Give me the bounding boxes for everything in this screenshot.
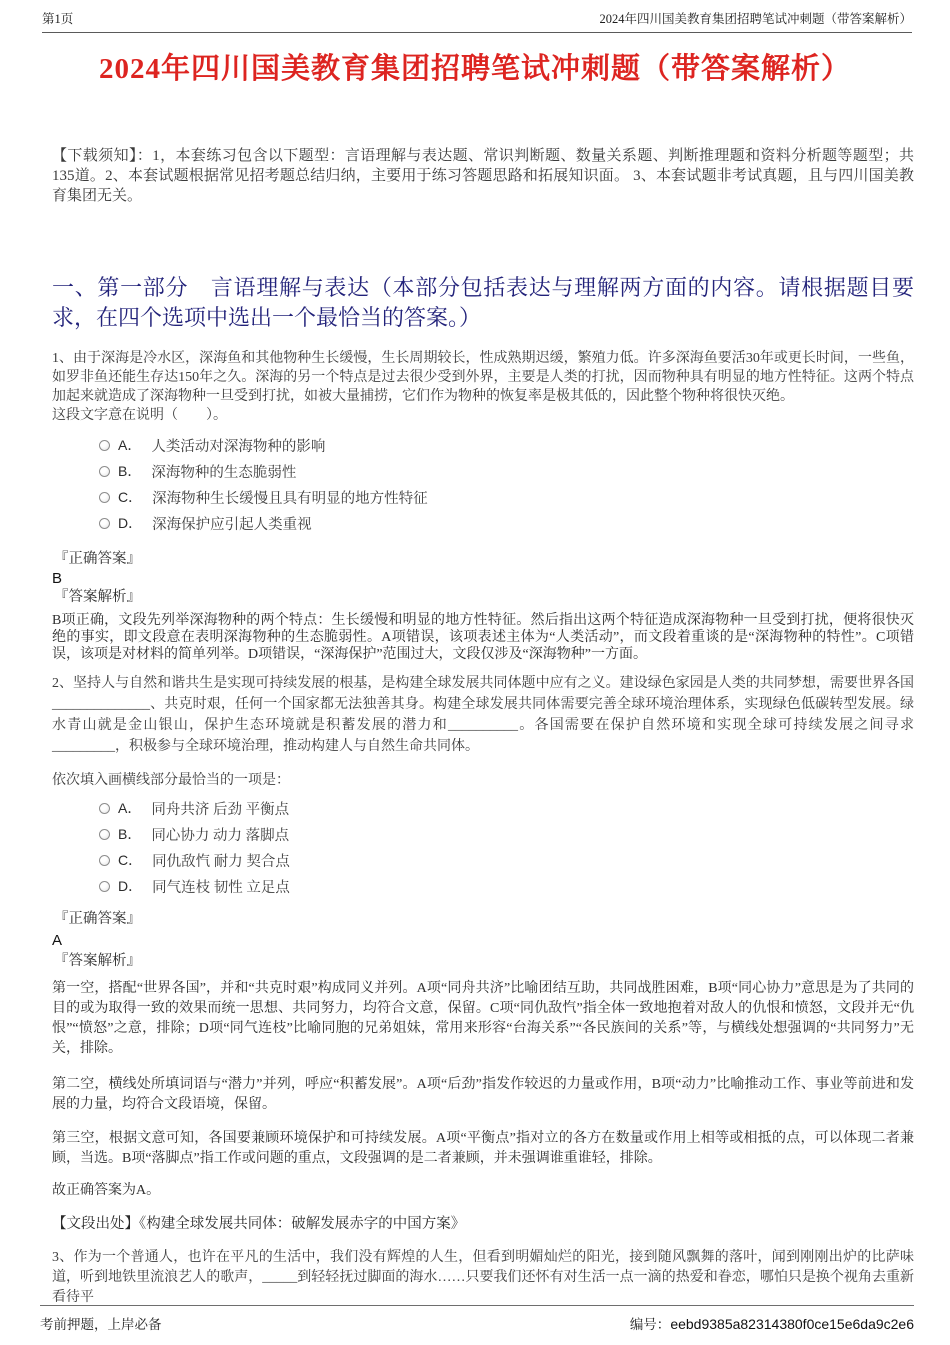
radio-button[interactable]	[99, 440, 110, 451]
correct-answer-value: A	[52, 932, 63, 949]
page-header	[42, 12, 912, 33]
page-footer	[40, 1305, 914, 1345]
correct-answer-label: 『正确答案』	[54, 551, 141, 567]
radio-button[interactable]	[99, 466, 110, 477]
option-text: 深海保护应引起人类重视	[152, 516, 312, 533]
download-notice: 【下载须知】：1，本套练习包含以下题型：言语理解与表达题、常识判断题、数量关系题、判断推理题和资料分析题等题型；共135道。2、本套试题根据常见招考题总结归纳，主要用于练习答题思路和拓展知识面。 3、本套试题非考试真题，且与四川国美教育集团无关。	[52, 148, 914, 204]
option-row-b[interactable]	[99, 458, 914, 484]
option-row-a[interactable]	[99, 795, 914, 821]
page-number: 第1页	[42, 12, 74, 26]
analysis-paragraph: 第一空，搭配“世界各国”，并和“共克时艰”构成同义并列。A项“同舟共济”比喻团结互助，共同战胜困难，B项“同心协力”意思是为了共同的目的或为取得一致的效果而统一思想、共同努力，均符合文意，保留。C项“同仇敌忾”指全体一致地抱着对敌人的仇恨和愤怒，文段并无“仇恨”“愤怒”之意，排除；D项“同气连枝”比喻同胞的兄弟姐妹，常用来形容“台海关系”“各民族间的关系”等，与横线处想强调的“共同努力”无关，排除。	[52, 981, 914, 1056]
question-1-answer-block	[52, 550, 914, 663]
option-letter: C．	[118, 852, 143, 868]
option-row-d[interactable]	[99, 873, 914, 899]
option-letter: B．	[118, 463, 142, 479]
doc-id-label: 编号：	[629, 1317, 671, 1332]
correct-answer-label: 『正确答案』	[54, 911, 141, 927]
question-2	[52, 673, 914, 1234]
analysis-paragraph: B项正确，文段先列举深海物种的两个特点：生长缓慢和明显的地方性特征。然后指出这两个特征造成深海物种一旦受到打扰，便将很快灭绝的事实，即文段意在表明深海物种的生态脆弱性。A项错误，该项表述主体为“人类活动”，而文段着重谈的是“深海物种的特性”。C项错误，该项是对材料的简单列举。D项错误，“深海保护”范围过大，文段仅涉及“深海物种”一方面。	[52, 613, 914, 662]
analysis-paragraph: 第三空，根据文意可知，各国要兼顾环境保护和可持续发展。A项“平衡点”指对立的各方在数量或作用上相等或相抵的点，可以体现二者兼顾，当选。B项“落脚点”指工作或问题的重点，文段强调的是二者兼顾，并未强调谁重谁轻，排除。	[52, 1131, 914, 1166]
section-heading: 一、第一部分 言语理解与表达（本部分包括表达与理解两方面的内容。请根据题目要求，在四个选项中选出一个最恰当的答案。）	[52, 275, 914, 330]
answer-analysis-label: 『答案解析』	[54, 589, 141, 605]
footer-slogan: 考前押题，上岸必备	[40, 1317, 162, 1332]
option-row-b[interactable]	[99, 821, 914, 847]
option-text: 同舟共济 后劲 平衡点	[151, 801, 290, 818]
doc-id-value: eebd9385a82314380f0ce15e6da9c2e6	[670, 1316, 914, 1332]
option-text: 人类活动对深海物种的影响	[151, 438, 326, 455]
option-text: 深海物种的生态脆弱性	[151, 464, 297, 481]
radio-button[interactable]	[99, 803, 110, 814]
option-text: 同仇敌忾 耐力 契合点	[152, 853, 290, 870]
option-letter: A．	[118, 800, 142, 816]
question-1-options	[99, 432, 914, 536]
option-letter: D．	[118, 878, 143, 894]
option-row-c[interactable]	[99, 484, 914, 510]
answer-conclusion: 故正确答案为A。	[52, 1183, 161, 1198]
header-doc-title: 2024年四川国美教育集团招聘笔试冲刺题（带答案解析）	[599, 12, 912, 26]
question-2-options	[99, 795, 914, 899]
document-title: 2024年四川国美教育集团招聘笔试冲刺题（带答案解析）	[98, 53, 851, 85]
radio-button[interactable]	[99, 492, 110, 503]
option-row-a[interactable]	[99, 432, 914, 458]
radio-button[interactable]	[99, 829, 110, 840]
analysis-paragraph: 第二空，横线处所填词语与“潜力”并列，呼应“积蓄发展”。A项“后劲”指发作较迟的力量或作用，B项“动力”比喻推动工作、事业等前进和发展的力量，均符合文段语境，保留。	[52, 1077, 914, 1112]
correct-answer-value: B	[52, 570, 63, 587]
option-letter: D．	[118, 515, 143, 531]
radio-button[interactable]	[99, 518, 110, 529]
option-letter: C．	[118, 489, 143, 505]
question-2-prompt: 依次填入画横线部分最恰当的一项是：	[52, 773, 290, 788]
question-3-stem: 3、作为一个普通人，也许在平凡的生活中，我们没有辉煌的人生，但看到明媚灿烂的阳光，接到随风飘舞的落叶，闻到刚刚出炉的比萨味道，听到地铁里流浪艺人的歌声，_____到轻轻抚过脚面的海水……只要我们还怀有对生活一点一滴的热爱和眷恋，哪怕只是换个视角去重新看待平	[52, 1250, 914, 1305]
question-2-answer-block	[52, 909, 914, 1234]
option-letter: A．	[118, 437, 142, 453]
option-letter: B．	[118, 826, 142, 842]
question-1-prompt: 这段文字意在说明（ ）。	[52, 408, 227, 423]
option-text: 同心协力 动力 落脚点	[151, 827, 290, 844]
passage-source: 【文段出处】《构建全球发展共同体：破解发展赤字的中国方案》	[52, 1216, 466, 1232]
document-body	[52, 146, 914, 1308]
option-row-c[interactable]	[99, 847, 914, 873]
question-3	[52, 1248, 914, 1308]
radio-button[interactable]	[99, 855, 110, 866]
question-1	[52, 349, 914, 663]
option-row-d[interactable]	[99, 510, 914, 536]
answer-analysis-label: 『答案解析』	[54, 953, 141, 969]
doc-id	[630, 1313, 914, 1333]
question-2-stem: 2、坚持人与自然和谐共生是实现可持续发展的根基，是构建全球发展共同体题中应有之义。建设绿色家园是人类的共同梦想，需要世界各国______________、共克时艰，任何一个国家都无法独善其身。构建全球发展共同体需要完善全球环境治理体系，实现绿色低碳转型发展。绿水青山就是金山银山，保护生态环境就是积蓄发展的潜力和__________。各国需要在保护自然环境和实现全球可持续发展之间寻求_________，积极参与全球环境治理，推动构建人与自然生命共同体。	[52, 676, 914, 754]
question-1-stem: 1、由于深海是冷水区，深海鱼和其他物种生长缓慢，生长周期较长，性成熟期迟缓，繁殖力低。许多深海鱼要活30年或更长时间，一些鱼，如罗非鱼还能生存达150年之久。深海的另一个特点是过去很少受到外界，主要是人类的打扰，因而物种具有明显的地方性特征。这两个特点加起来就造成了深海物种一旦受到打扰，如被大量捕捞，它们作为物种的恢复率是极其低的，因此整个物种将很快灭绝。	[52, 351, 914, 404]
option-text: 同气连枝 韧性 立足点	[152, 879, 290, 896]
option-text: 深海物种生长缓慢且具有明显的地方性特征	[152, 490, 428, 507]
radio-button[interactable]	[99, 881, 110, 892]
